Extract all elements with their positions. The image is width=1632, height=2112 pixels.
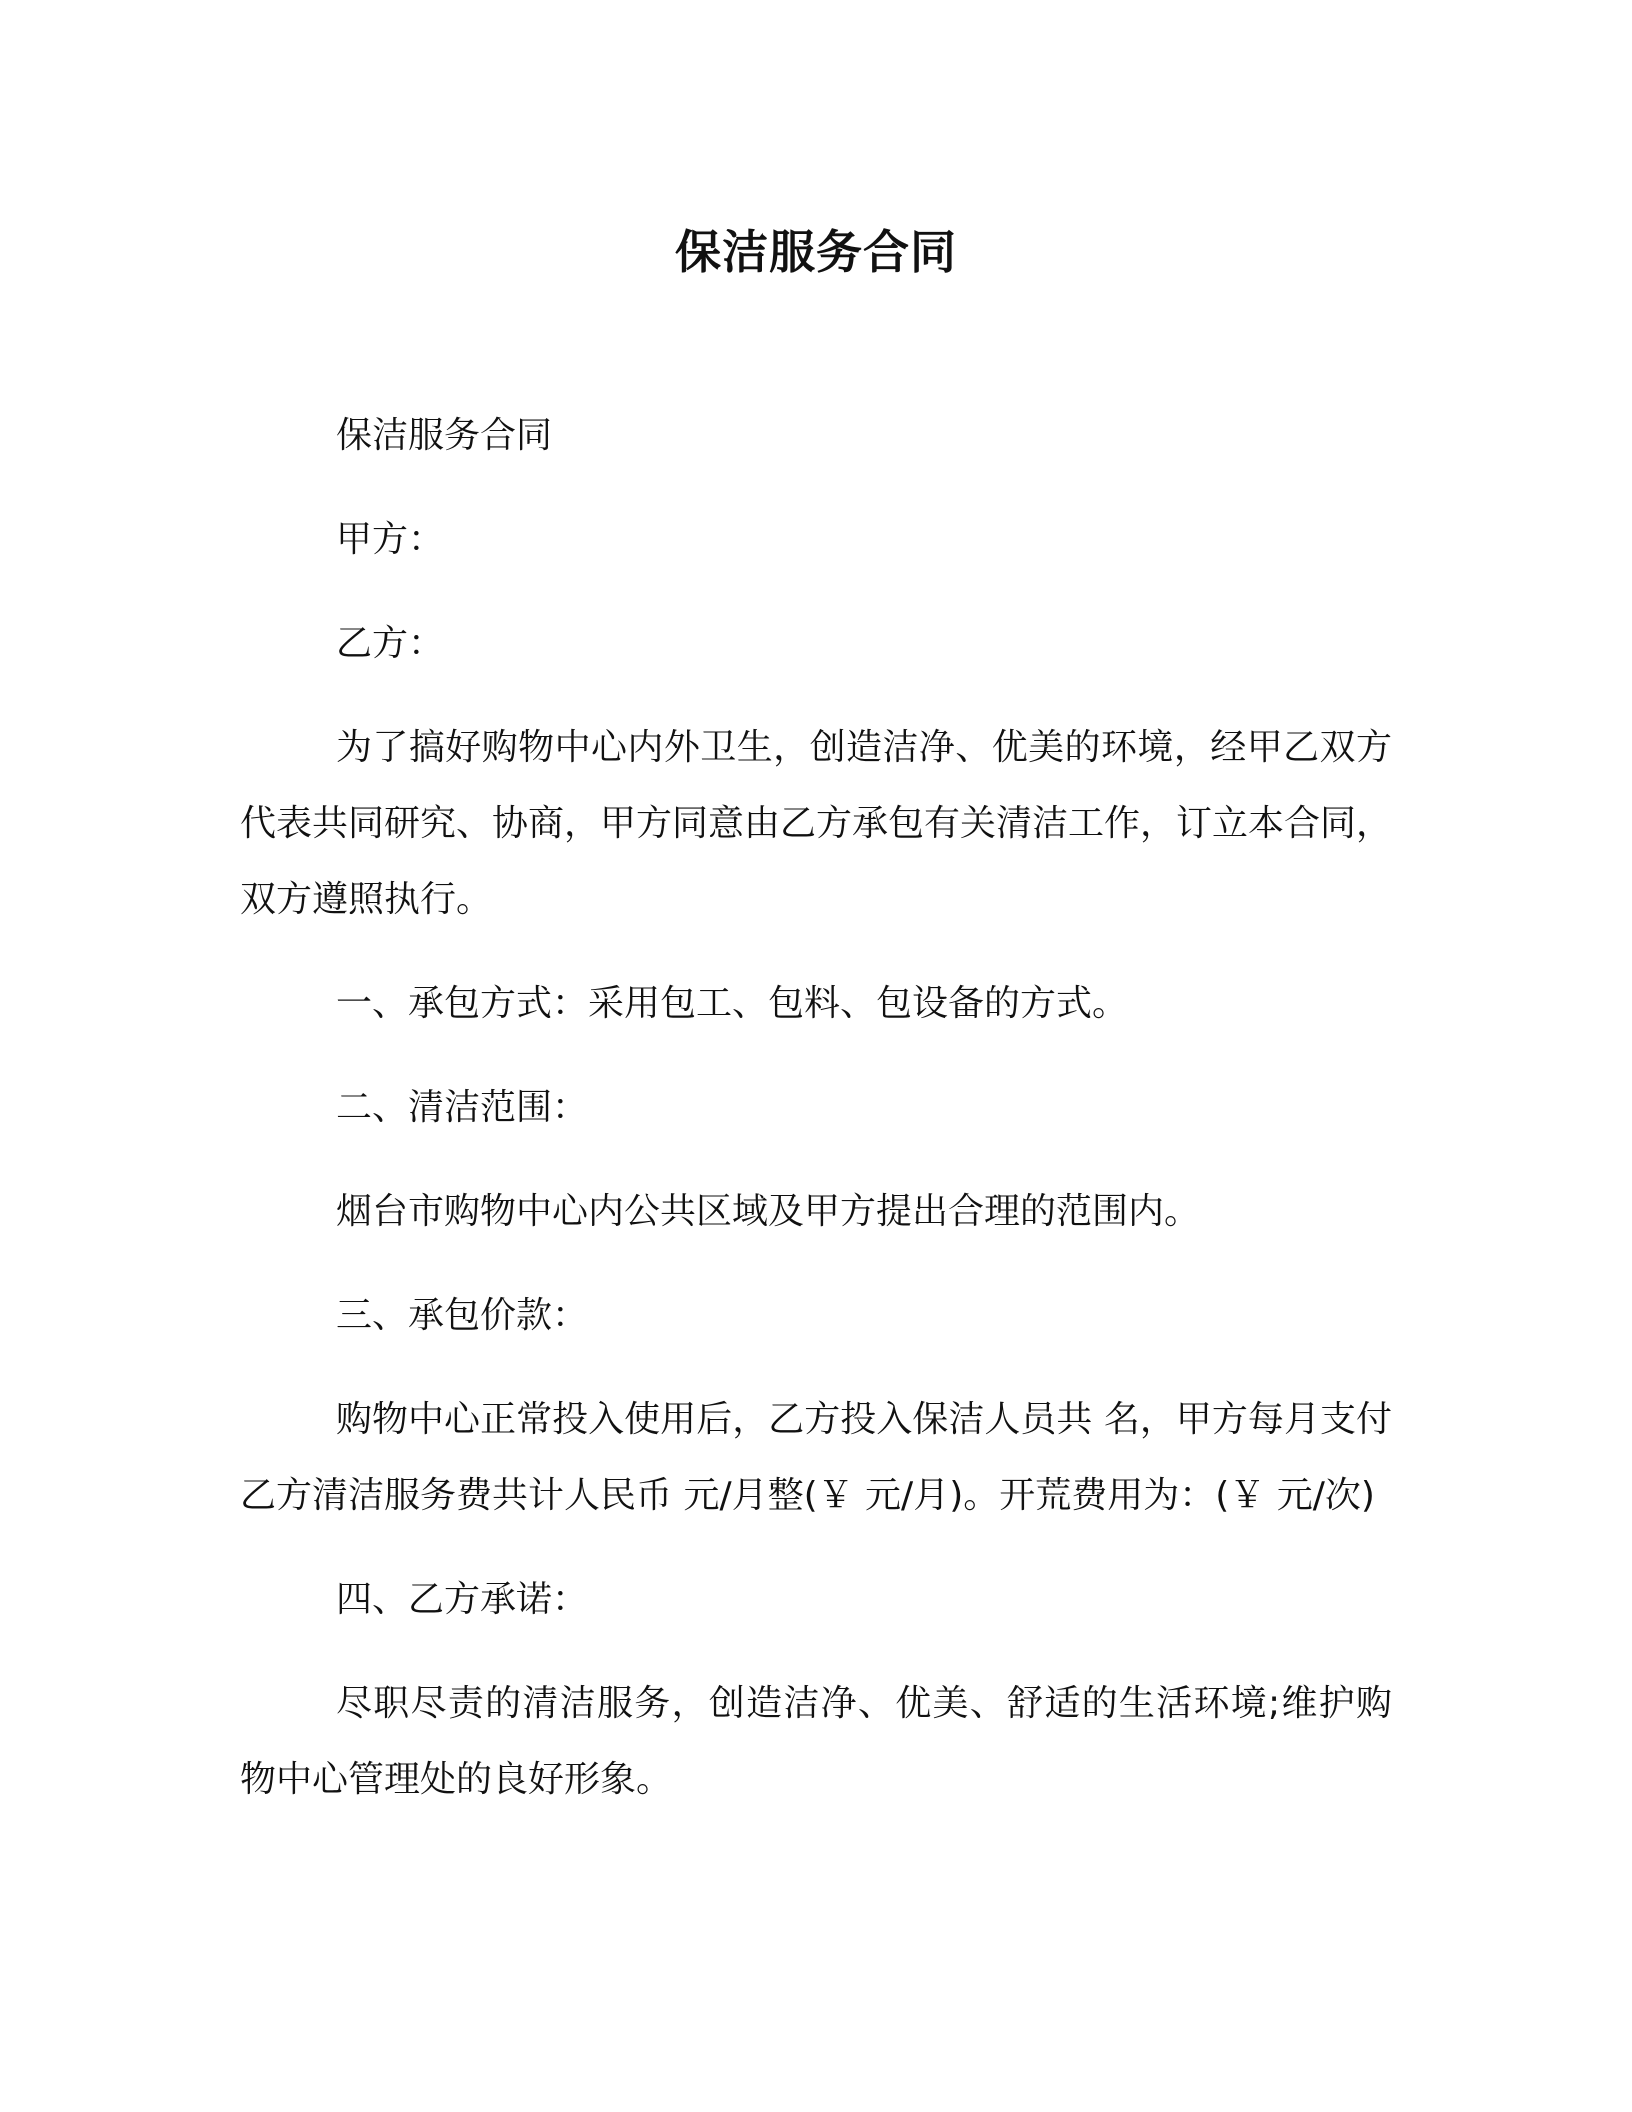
paragraph-section-4-body: 尽职尽责的清洁服务，创造洁净、优美、舒适的生活环境;维护购物中心管理处的良好形象。 xyxy=(240,1683,1392,1800)
paragraph-section-3-body: 购物中心正常投入使用后，乙方投入保洁人员共 名，甲方每月支付乙方清洁服务费共计人民币 元/月整(￥ 元/月)。开荒费用为：(￥ 元/次) xyxy=(240,1399,1392,1516)
paragraph-section-2-body: 烟台市购物中心内公共区域及甲方提出合理的范围内。 xyxy=(336,1191,1201,1232)
paragraph-party-b: 乙方： xyxy=(336,623,445,664)
paragraph-party-a: 甲方： xyxy=(336,519,445,560)
paragraph-section-3-heading: 三、承包价款： xyxy=(336,1295,589,1336)
paragraph-section-2-heading: 二、清洁范围： xyxy=(336,1087,589,1128)
paragraph-section-1: 一、承包方式：采用包工、包料、包设备的方式。 xyxy=(336,983,1129,1024)
document-body xyxy=(240,398,1392,1846)
paragraph-subtitle: 保洁服务合同 xyxy=(336,415,553,456)
paragraph-preamble: 为了搞好购物中心内外卫生，创造洁净、优美的环境，经甲乙双方代表共同研究、协商，甲方同意由乙方承包有关清洁工作，订立本合同，双方遵照执行。 xyxy=(240,727,1393,920)
document-title: 保洁服务合同 xyxy=(675,225,957,279)
paragraph-section-4-heading: 四、乙方承诺： xyxy=(336,1579,589,1620)
